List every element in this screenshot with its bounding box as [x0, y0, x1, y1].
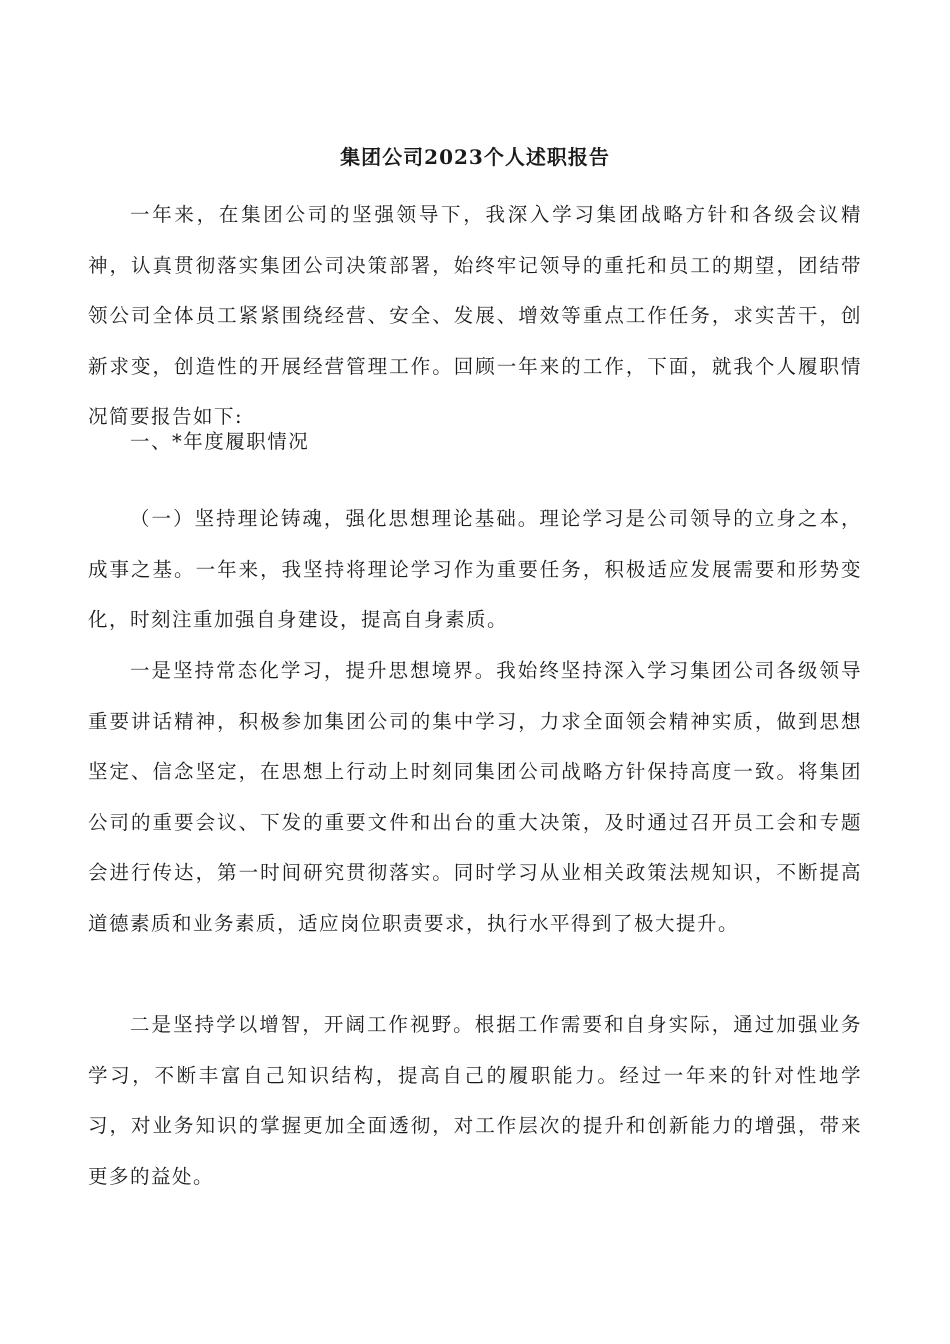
- section-heading-annual-duties: 一、*年度履职情况: [130, 430, 310, 453]
- paragraph-learning-vision: 二是坚持学以增智，开阔工作视野。根据工作需要和自身实际，通过加强业务学习，不断丰富自己知识结构，提高自己的履职能力。经过一年来的针对性地学习，对业务知识的掌握更加全面透彻，对工作层次的提升和创新能力的增强，带来更多的益处。: [88, 1013, 862, 1188]
- document-title: 集团公司2023个人述职报告: [340, 145, 610, 169]
- paragraph-theory-foundation: （一）坚持理论铸魂，强化思想理论基础。理论学习是公司领导的立身之本，成事之基。一年来，我坚持将理论学习作为重要任务，积极适应发展需要和形势变化，时刻注重加强自身建设，提高自身素质。: [88, 507, 862, 632]
- paragraph-intro: 一年来，在集团公司的坚强领导下，我深入学习集团战略方针和各级会议精神，认真贯彻落实集团公司决策部署，始终牢记领导的重托和员工的期望，团结带领公司全体员工紧紧围绕经营、安全、发展、增效等重点工作任务，求实苦干，创新求变，创造性的开展经营管理工作。回顾一年来的工作，下面，就我个人履职情况简要报告如下:: [88, 203, 862, 429]
- paragraph-regular-study: 一是坚持常态化学习，提升思想境界。我始终坚持深入学习集团公司各级领导重要讲话精神，积极参加集团公司的集中学习，力求全面领会精神实质，做到思想坚定、信念坚定，在思想上行动上时刻同集团公司战略方针保持高度一致。将集团公司的重要会议、下发的重要文件和出台的重大决策，及时通过召开员工会和专题会进行传达，第一时间研究贯彻落实。同时学习从业相关政策法规知识，不断提高道德素质和业务素质，适应岗位职责要求，执行水平得到了极大提升。: [88, 659, 862, 935]
